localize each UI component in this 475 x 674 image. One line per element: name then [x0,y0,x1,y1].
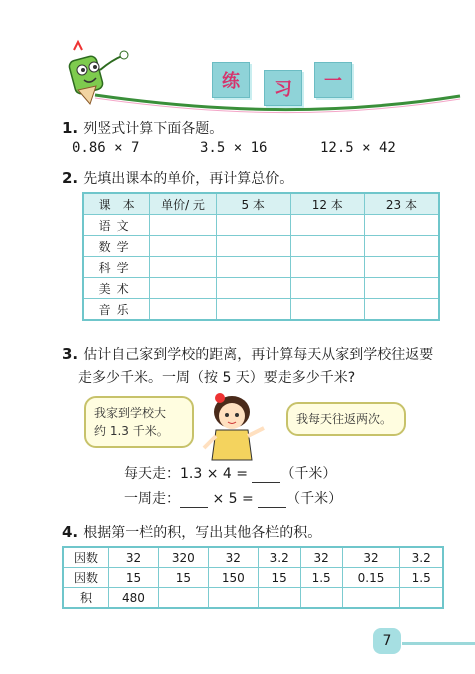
girl-illustration-icon [198,392,276,462]
table-header: 5 本 [216,193,290,215]
table-cell[interactable] [364,257,439,278]
table-cell: 15 [258,568,300,588]
question-text: 列竖式计算下面各题。 [83,121,224,137]
row-label: 因数 [63,547,109,568]
row-label: 科学 [83,257,150,278]
answer-cell[interactable] [342,588,400,609]
table-row [83,257,439,278]
answer-blank[interactable] [252,468,280,483]
answer-cell[interactable] [300,588,342,609]
expr-3: 12.5 × 42 [320,140,396,156]
question-4 [62,522,321,542]
table-row [83,299,439,321]
table-cell: 32 [300,547,342,568]
bubble-text: 我每天往返两次。 [296,412,393,426]
table-cell[interactable] [290,215,364,236]
table-header: 课 本 [83,193,150,215]
table-header: 单价/ 元 [150,193,216,215]
table-header-row [83,193,439,215]
table-cell[interactable] [150,236,216,257]
table-cell[interactable] [364,299,439,321]
answer-cell[interactable] [208,588,258,609]
product-row [63,588,443,609]
question-number: 4. [62,523,79,541]
table-cell: 320 [158,547,208,568]
question-1 [62,118,223,138]
answer-cell[interactable] [158,588,208,609]
table-cell: 150 [208,568,258,588]
table-cell: 0.15 [342,568,400,588]
row-label: 数学 [83,236,150,257]
bubble-text: 约 1.3 千米。 [94,424,169,438]
speech-bubble-right [286,402,406,436]
weekly-distance-line [124,488,342,508]
table-cell[interactable] [290,299,364,321]
table-cell[interactable] [150,299,216,321]
table-cell[interactable] [364,215,439,236]
table-cell: 1.5 [300,568,342,588]
row-label: 语文 [83,215,150,236]
expr-1: 0.86 × 7 [72,140,140,156]
row-label: 音乐 [83,299,150,321]
weekly-expr: × 5 = [208,491,259,507]
row-label: 因数 [63,568,109,588]
speech-bubble-left [84,396,194,448]
table-cell[interactable] [150,215,216,236]
answer-cell[interactable] [258,588,300,609]
table-cell[interactable] [150,257,216,278]
table-cell: 15 [109,568,159,588]
title-char-3: 一 [314,62,352,98]
table-cell[interactable] [216,236,290,257]
table-header: 23 本 [364,193,439,215]
footer-rule [402,642,475,645]
answer-cell[interactable] [400,588,443,609]
factor1-row [63,547,443,568]
page-number: 7 [373,628,401,654]
question-text: 根据第一栏的积，写出其他各栏的积。 [83,525,322,541]
table-cell: 480 [109,588,159,609]
table-header: 12 本 [290,193,364,215]
table-cell: 32 [208,547,258,568]
table-cell: 1.5 [400,568,443,588]
question-3 [62,344,462,364]
unit-label: （千米） [280,466,337,482]
table-cell[interactable] [290,236,364,257]
table-cell[interactable] [290,278,364,299]
table-cell: 15 [158,568,208,588]
table-cell: 3.2 [258,547,300,568]
table-cell[interactable] [216,278,290,299]
table-cell: 3.2 [400,547,443,568]
row-label: 积 [63,588,109,609]
factor2-row [63,568,443,588]
daily-distance-line [124,463,336,483]
weekly-label: 一周走： [124,491,180,507]
daily-expr: 每天走：1.3 × 4 = [124,466,253,482]
answer-blank[interactable] [258,493,286,508]
row-label: 美术 [83,278,150,299]
table-row [83,278,439,299]
table-cell: 32 [109,547,159,568]
table-cell[interactable] [216,215,290,236]
table-cell[interactable] [216,299,290,321]
table-cell[interactable] [364,236,439,257]
table-cell[interactable] [216,257,290,278]
table-cell[interactable] [290,257,364,278]
question-text-line2: 走多少千米。一周（按 5 天）要走多少千米? [78,370,356,386]
question-2 [62,168,293,188]
question-text: 先填出课本的单价，再计算总价。 [83,171,294,187]
question-number: 1. [62,119,79,137]
table-cell[interactable] [364,278,439,299]
unit-label: （千米） [286,491,343,507]
table-cell: 32 [342,547,400,568]
question-number: 2. [62,169,79,187]
question-number: 3. [62,345,79,363]
bubble-text: 我家到学校大 [94,406,167,420]
answer-blank[interactable] [180,493,208,508]
title-char-1: 练 [212,62,250,98]
title-char-2: 习 [264,70,302,106]
table-row [83,236,439,257]
textbook-price-table [82,192,440,321]
product-table [62,546,444,609]
table-cell[interactable] [150,278,216,299]
question-text: 估计自己家到学校的距离，再计算每天从家到学校往返要 [83,347,434,363]
table-row [83,215,439,236]
expr-2: 3.5 × 16 [200,140,268,156]
